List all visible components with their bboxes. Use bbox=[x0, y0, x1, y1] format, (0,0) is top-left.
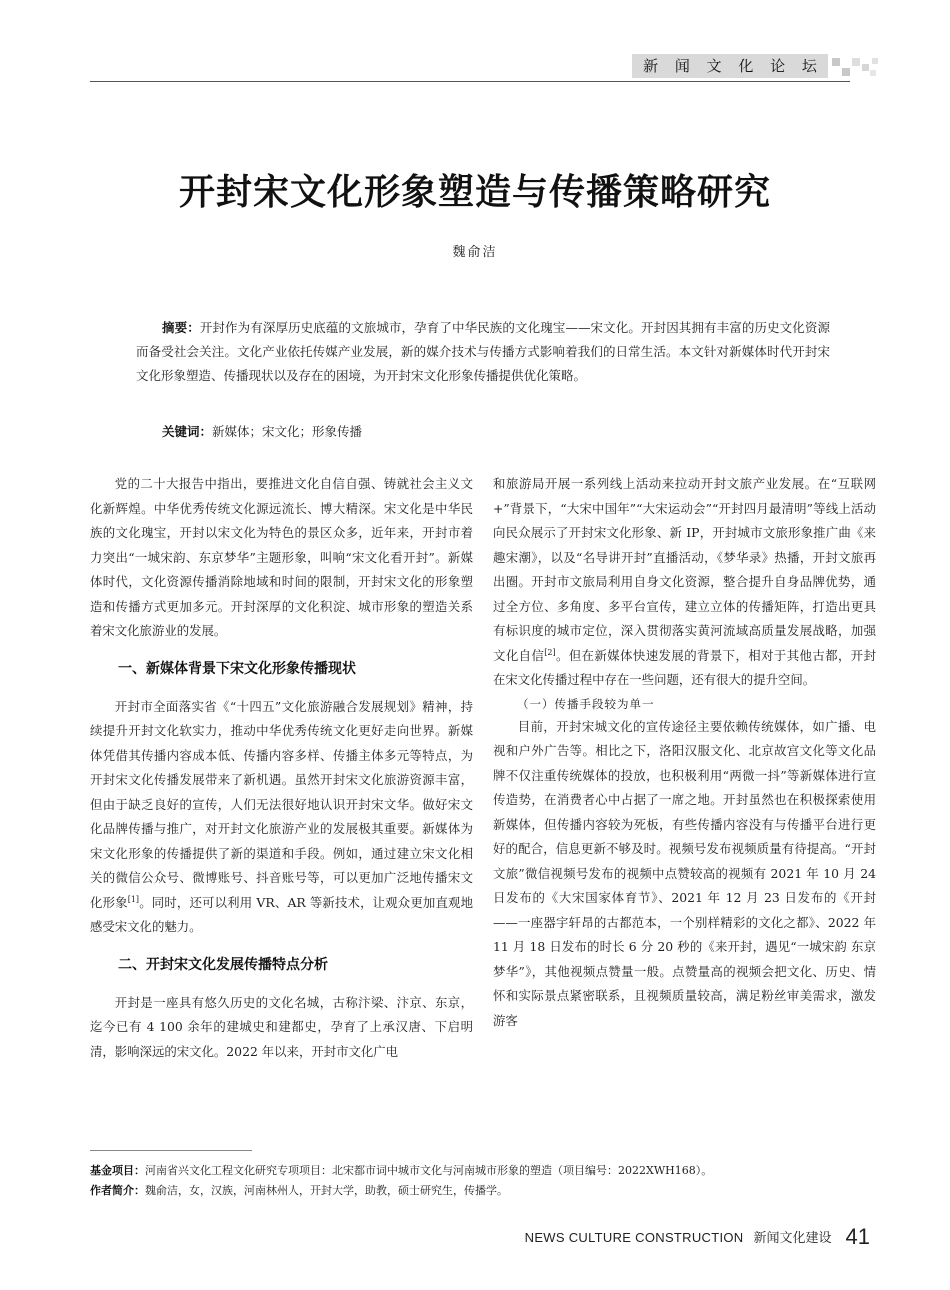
journal-name-en: NEWS CULTURE CONSTRUCTION bbox=[524, 1230, 744, 1245]
section-tag: 新 闻 文 化 论 坛 bbox=[632, 54, 828, 78]
page-footer bbox=[480, 1224, 870, 1250]
citation-1: [1] bbox=[127, 894, 140, 904]
body-column-right bbox=[493, 472, 876, 1033]
author-info-text: 魏俞洁，女，汉族，河南林州人，开封大学，助教，硕士研究生，传播学。 bbox=[145, 1184, 508, 1197]
keywords bbox=[162, 420, 802, 444]
keywords-text: 新媒体；宋文化；形象传播 bbox=[212, 424, 363, 439]
page-number: 41 bbox=[845, 1224, 870, 1249]
section-heading-2: 二、开封宋文化发展传播特点分析 bbox=[118, 956, 328, 973]
abstract-label: 摘要： bbox=[162, 320, 200, 335]
footnote-author bbox=[90, 1182, 850, 1200]
footnote-fund bbox=[90, 1162, 850, 1180]
abstract-text: 开封作为有深厚历史底蕴的文旅城市，孕育了中华民族的文化瑰宝——宋文化。开封因其拥有丰富的历史文化资源而备受社会关注。文化产业依托传媒产业发展，新的媒介技术与传播方式影响着我们的日常生活。本文针对新媒体时代开封宋文化形象塑造、传播现状以及存在的困境，为开封宋文化形象传播提供优化策略。 bbox=[136, 320, 830, 383]
abstract bbox=[136, 316, 830, 388]
citation-2: [2] bbox=[544, 647, 556, 657]
section-heading-1: 一、新媒体背景下宋文化形象传播现状 bbox=[118, 660, 356, 677]
author-info-label: 作者简介： bbox=[90, 1184, 145, 1197]
journal-name-cn: 新闻文化建设 bbox=[753, 1230, 832, 1245]
intro-paragraph: 党的二十大报告中指出，要推进文化自信自强、铸就社会主义文化新辉煌。中华优秀传统文化源远流长、博大精深。宋文化是中华民族的文化瑰宝，开封以宋文化为特色的景区众多，近年来，开封市着力突出“一城宋韵、东京梦华”主题形象，叫响“宋文化看开封”。新媒体时代，文化资源传播消除地域和时间的限制，开封宋文化的形象塑造和传播方式更加多元。开封深厚的文化积淀、城市形象的塑造关系着宋文化旅游业的发展。 bbox=[90, 476, 473, 638]
fund-label: 基金项目： bbox=[90, 1164, 145, 1177]
subsection1-paragraph: 目前，开封宋城文化的宣传途径主要依赖传统媒体，如广播、电视和户外广告等。相比之下，洛阳汉服文化、北京故宫文化等文化品牌不仅注重传统媒体的投放，也积极利用“两微一抖”等新媒体进行宣传造势，在消费者心中占据了一席之地。开封虽然也在积极探索使用新媒体，但传播内容较为死板，有些传播内容没有与传播平台进行更好的配合，信息更新不够及时。视频号发布视频质量有待提高。“开封文旅”微信视频号发布的视频中点赞较高的视频有 2021 年 10 月 24 日发布的《大宋国家体育节》、2021 年 12 月 23 日发布的《开封——一座器宇轩昂的古都范本，一个别样精彩的文化之都》、2022 年 11 月 18 日发布的时长 6 分 20 秒的《来开封，遇见“一城宋韵 东京梦华”》，其他视频点赞量一般。点赞量高的视频会把文化、历史、情怀和实际景点紧密联系，且视频质量较高，满足粉丝审美需求，激发游客 bbox=[493, 718, 876, 1028]
article-author: 魏俞洁 bbox=[452, 245, 498, 260]
subsection-heading-1: （一）传播手段较为单一 bbox=[517, 696, 655, 711]
keywords-label: 关键词： bbox=[162, 424, 213, 439]
section2-paragraph-start: 开封是一座具有悠久历史的文化名城，古称汴梁、汴京、东京，迄今已有 4 100 余年的建城史和建都史，孕育了上承汉唐、下启明清，影响深远的宋文化。2022 年以来，开封市文化广电 bbox=[90, 994, 473, 1059]
footnote-rule bbox=[90, 1150, 252, 1151]
header-rule bbox=[90, 81, 850, 82]
section1-paragraph: 开封市全面落实省《“十四五”文化旅游融合发展规划》精神，持续提升开封文化软实力，推动中华优秀传统文化更好走向世界。新媒体凭借其传播内容成本低、传播内容多样、传播主体多元等特点，为开封宋文化传播发展带来了新机遇。虽然开封宋文化旅游资源丰富，但由于缺乏良好的宣传，人们无法很好地认识开封宋文华。做好宋文化品牌传播与推广，对开封文化旅游产业的发展极其重要。新媒体为宋文化形象的传播提供了新的渠道和手段。例如，通过建立宋文化相关的微信公众号、微博账号、抖音账号等，可以更加广泛地传播宋文化形象[1]。同时，还可以利用 VR、AR 等新技术，让观众更加直观地感受宋文化的魅力。 bbox=[90, 698, 474, 934]
fund-text: 河南省兴文化工程文化研究专项项目：北宋都市词中城市文化与河南城市形象的塑造（项目编号：2022XWH168）。 bbox=[145, 1164, 713, 1177]
article-title: 开封宋文化形象塑造与传播策略研究 bbox=[178, 172, 771, 213]
decorative-squares bbox=[832, 56, 880, 78]
section2-paragraph-cont: 和旅游局开展一系列线上活动来拉动开封文旅产业发展。在“互联网 +”背景下，“大宋中国年”“大宋运动会”“开封四月最清明”等线上活动向民众展示了开封宋文化形象、新 IP，开封城市文旅形象推广曲《来趣宋潮》，以及“名导讲开封”直播活动，《梦华录》热播，开封文旅再出圈。开封市文旅局利用自身文化资源，整合提升自身品牌优势，通过全方位、多角度、多平台宣传，建立立体的传播矩阵，打造出更具有标识度的城市定位，深入贯彻落实黄河流域高质量发展战略，加强文化自信[2]。但在新媒体快速发展的背景下，相对于其他古都，开封在宋文化传播过程中存在一些问题，还有很大的提升空间。 bbox=[493, 476, 877, 687]
body-column-left bbox=[90, 472, 473, 1064]
